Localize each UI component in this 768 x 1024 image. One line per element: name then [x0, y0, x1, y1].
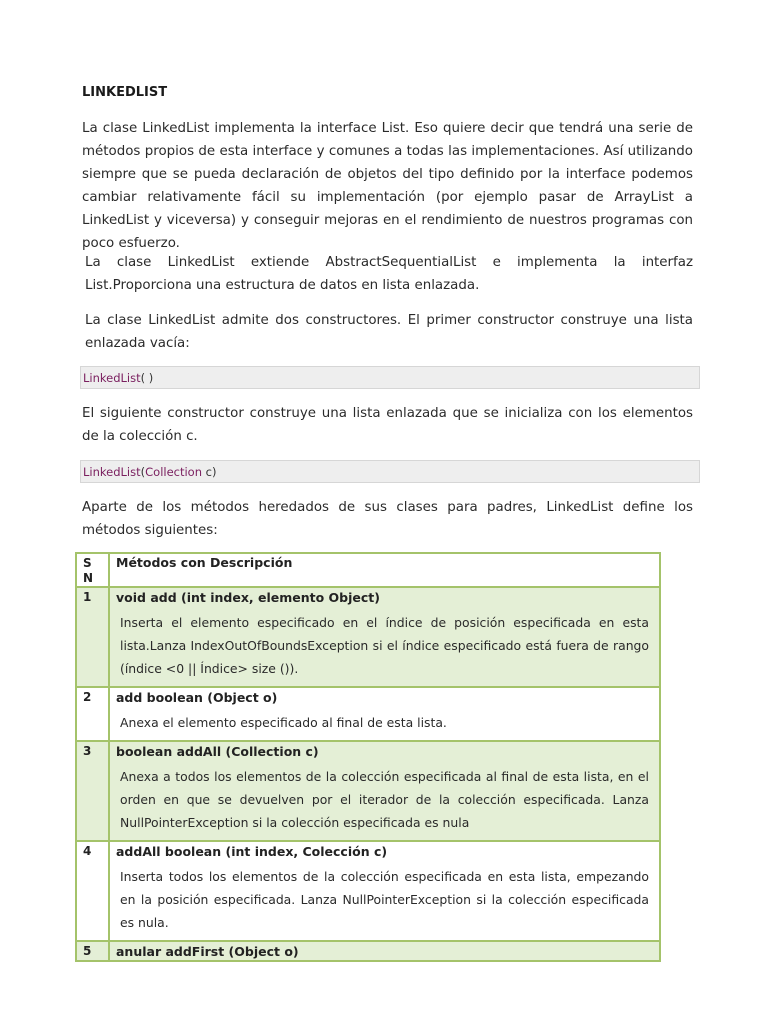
row-desc-cell — [109, 587, 660, 687]
method-description: Inserta el elemento especificado en el índice de posición especificada en esta lista.Lanza IndexOutOfBoundsException si el índice especificado está fuera de rango (índice <0 || Índice> size ()). — [120, 615, 649, 676]
code-block-constructor-empty — [80, 366, 700, 389]
methods-table — [75, 552, 661, 962]
header-desc-cell — [109, 553, 660, 587]
method-signature: void add (int index, elemento Object) — [116, 590, 380, 605]
row-sn: 3 — [76, 741, 109, 841]
method-signature: add boolean (Object o) — [116, 690, 278, 705]
paragraph-constructors: La clase LinkedList admite dos constructores. El primer constructor construye una lista enlazada vacía: — [85, 313, 693, 351]
row-desc-cell — [109, 941, 660, 961]
row-sn: 2 — [76, 687, 109, 741]
method-description: Inserta todos los elementos de la colección especificada en esta lista, empezando en la posición especificada. Lanza NullPointerException si la colección especificada es nula. — [120, 869, 649, 930]
code-param-type: Collection — [145, 465, 203, 479]
table-row — [76, 741, 660, 841]
paragraph-second-constructor: El siguiente constructor construye una lista enlazada que se inicializa con los elementos de la colección c. — [82, 406, 693, 444]
code-open-paren: ( — [140, 465, 146, 479]
row-desc-cell — [109, 841, 660, 941]
method-description: Anexa a todos los elementos de la colección especificada al final de esta lista, en el orden en que se devuelven por el iterador de la colección especificada. Lanza NullPointerException si la colección especificada es nula — [120, 769, 649, 830]
row-desc-cell — [109, 687, 660, 741]
row-sn: 4 — [76, 841, 109, 941]
code-param-rest: c) — [202, 465, 217, 479]
method-signature: addAll boolean (int index, Colección c) — [116, 844, 388, 859]
paragraph-extends: La clase LinkedList extiende AbstractSequentialList e implementa la interfaz List.Proporciona una estructura de datos en lista enlazada. — [85, 255, 693, 293]
method-signature: anular addFirst (Object o) — [116, 944, 299, 959]
header-sn: S N — [76, 553, 109, 587]
table-row — [76, 587, 660, 687]
row-desc-cell — [109, 741, 660, 841]
table-row — [76, 687, 660, 741]
row-sn: 1 — [76, 587, 109, 687]
method-description: Anexa el elemento especificado al final de esta lista. — [120, 715, 447, 730]
row-sn: 5 — [76, 941, 109, 961]
table-row — [76, 941, 660, 961]
paragraph-methods-intro: Aparte de los métodos heredados de sus clases para padres, LinkedList define los métodos siguientes: — [82, 500, 693, 538]
paragraph-intro: La clase LinkedList implementa la interface List. Eso quiere decir que tendrá una serie de métodos propios de esta interface y comunes a todas las implementaciones. Así utilizando siempre que se pueda declaración de objetos del tipo definido por la interface podemos cambiar relativamente fácil su implementación (por ejemplo pasar de ArrayList a LinkedList y viceversa) y conseguir mejoras en el rendimiento de nuestros programas con poco esfuerzo. — [82, 121, 693, 251]
code-args: ( ) — [140, 371, 154, 385]
header-desc: Métodos con Descripción — [116, 555, 293, 570]
method-signature: boolean addAll (Collection c) — [116, 744, 319, 759]
table-header-row — [76, 553, 660, 587]
code-function-name: LinkedList — [83, 371, 141, 385]
code-function-name: LinkedList — [83, 465, 141, 479]
table-row — [76, 841, 660, 941]
code-block-constructor-collection — [80, 460, 700, 483]
section-heading: LINKEDLIST — [82, 85, 168, 100]
